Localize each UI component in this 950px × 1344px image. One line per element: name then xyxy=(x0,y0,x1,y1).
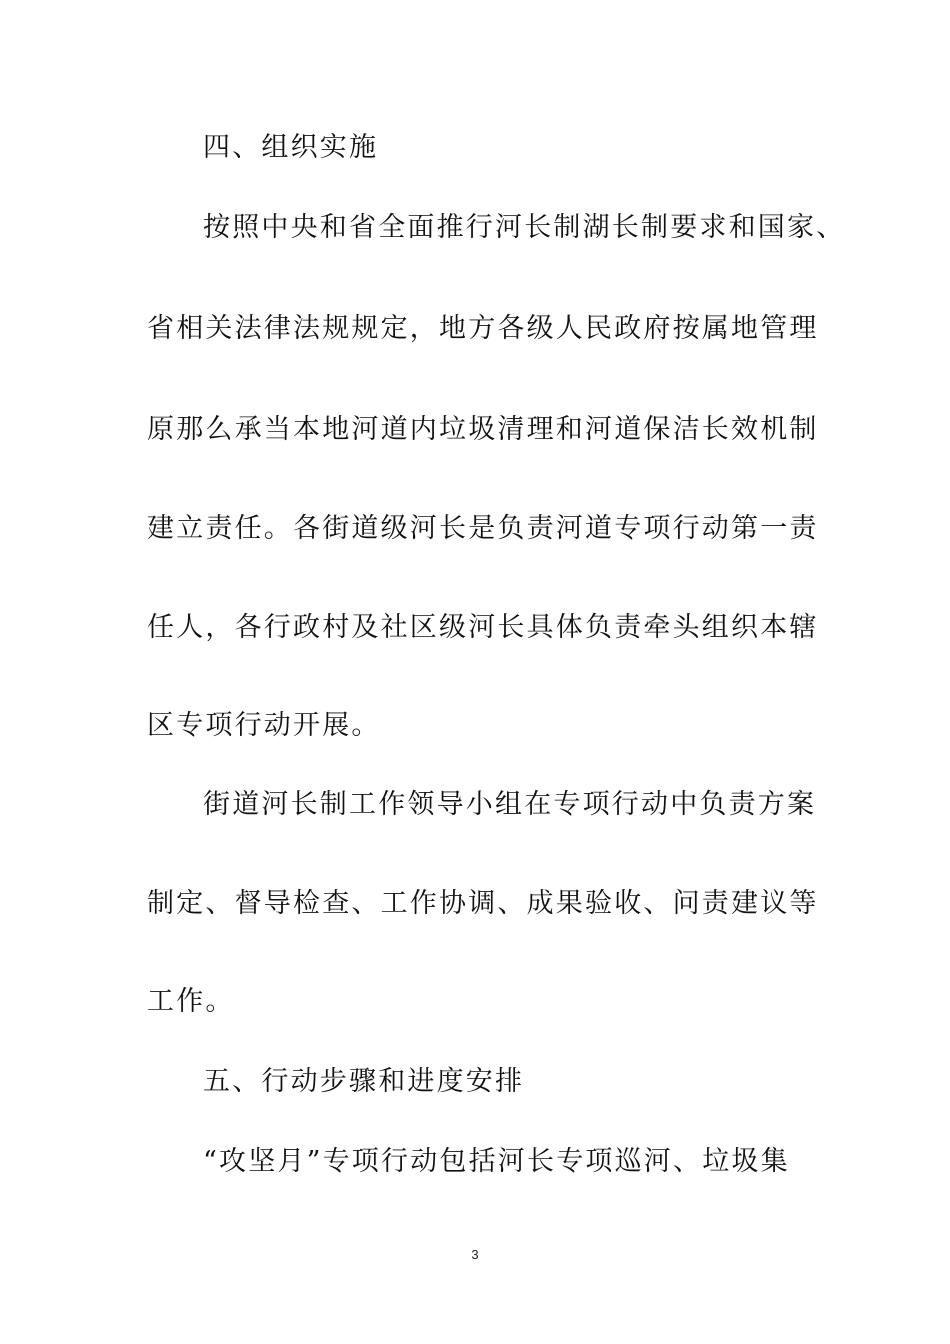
paragraph-line: 区专项行动开展。 xyxy=(147,710,381,741)
paragraph-line: 制定、督导检查、工作协调、成果验收、问责建议等 xyxy=(147,888,819,919)
paragraph-line: 任人，各行政村及社区级河长具体负责牵头组织本辖 xyxy=(147,612,819,643)
paragraph-line: 建立责任。各街道级河长是负责河道专项行动第一责 xyxy=(147,513,819,544)
section-heading-organization: 四、组织实施 xyxy=(203,132,379,163)
section-heading-action-steps: 五、行动步骤和进度安排 xyxy=(203,1066,525,1097)
page-number: 3 xyxy=(471,1247,479,1262)
paragraph-line: “攻坚月”专项行动包括河长专项巡河、垃圾集 xyxy=(203,1146,790,1177)
paragraph-line: 省相关法律法规规定，地方各级人民政府按属地管理 xyxy=(147,313,819,344)
paragraph-line: 街道河长制工作领导小组在专项行动中负责方案 xyxy=(203,789,817,820)
paragraph-line: 原那么承当本地河道内垃圾清理和河道保洁长效机制 xyxy=(147,414,819,445)
paragraph-line: 按照中央和省全面推行河长制湖长制要求和国家、 xyxy=(203,212,846,243)
paragraph-line: 工作。 xyxy=(147,986,235,1017)
